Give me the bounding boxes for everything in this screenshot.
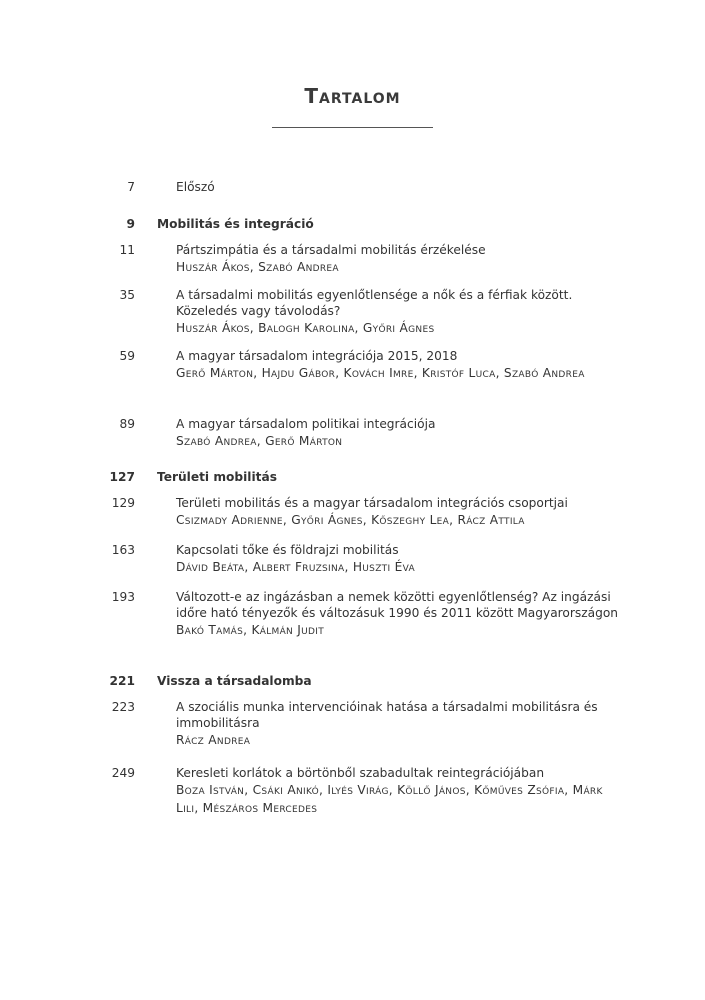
page-number: 7	[127, 180, 135, 194]
page-number: 35	[119, 288, 135, 302]
section-title: Mobilitás és integráció	[157, 217, 314, 231]
entry-authors: Gerő Márton, Hajdu Gábor, Kovách Imre, Kristóf Luca, Szabó Andrea	[176, 366, 585, 380]
entry-title: A magyar társadalom politikai integrációja	[176, 417, 436, 431]
entry-authors: Dávid Beáta, Albert Fruzsina, Huszti Éva	[176, 560, 415, 574]
page-title: Tartalom	[304, 84, 401, 108]
entry-authors: Csizmady Adrienne, Győri Ágnes, Kőszeghy Lea, Rácz Attila	[176, 513, 525, 527]
entry-authors: Bakó Tamás, Kálmán Judit	[176, 623, 325, 637]
section-title: Területi mobilitás	[157, 470, 277, 484]
entry-title: Pártszimpátia és a társadalmi mobilitás érzékelése	[176, 243, 486, 257]
entry-authors: Huszár Ákos, Balogh Karolina, Győri Ágnes	[176, 321, 435, 335]
page-number: 223	[111, 700, 135, 714]
page-number: 59	[119, 349, 135, 363]
page-number: 249	[111, 766, 135, 780]
page-number: 89	[119, 417, 135, 431]
page-number: 9	[126, 217, 135, 231]
entry-title: A magyar társadalom integrációja 2015, 2018	[176, 349, 458, 363]
page-number: 11	[119, 243, 135, 257]
title-underline	[272, 127, 433, 128]
entry-authors: Rácz Andrea	[176, 733, 251, 747]
entry-title: Kapcsolati tőke és földrajzi mobilitás	[176, 543, 399, 557]
entry-title: Változott-e az ingázásban a nemek közötti egyenlőtlenség? Az ingázási időre ható tényezők és változásuk 1990 és 2011 között Magyarországon	[176, 590, 618, 620]
page-number: 163	[111, 543, 135, 557]
entry-title: Keresleti korlátok a börtönből szabadultak reintegrációjában	[176, 766, 545, 780]
page-number: 193	[111, 590, 135, 604]
entry-title: Előszó	[176, 180, 215, 194]
entry-authors: Huszár Ákos, Szabó Andrea	[176, 260, 339, 274]
entry-title: Területi mobilitás és a magyar társadalom integrációs csoportjai	[176, 496, 568, 510]
entry-title: A társadalmi mobilitás egyenlőtlensége a nők és a férfiak között. Közeledés vagy távolodás?	[176, 288, 573, 318]
page-number: 221	[109, 674, 135, 688]
page-number: 129	[111, 496, 135, 510]
entry-title: A szociális munka intervencióinak hatása a társadalmi mobilitásra és immobilitásra	[176, 700, 598, 730]
entry-authors: Szabó Andrea, Gerő Márton	[176, 434, 343, 448]
page-number: 127	[109, 470, 135, 484]
section-title: Vissza a társadalomba	[157, 674, 312, 688]
entry-authors: Boza István, Csáki Anikó, Ilyés Virág, Köllő János, Kőműves Zsófia, Márk Lili, Mészáros Mercedes	[176, 783, 603, 815]
